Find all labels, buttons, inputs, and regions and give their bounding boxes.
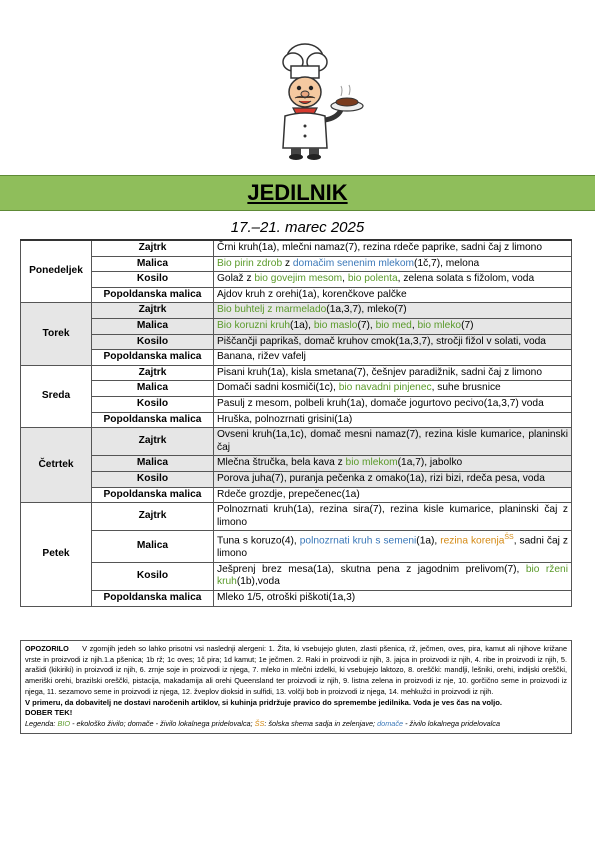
meal-description [214,562,572,590]
menu-row [21,287,572,303]
menu-row [21,334,572,350]
meal-type: Malica [92,318,214,334]
menu-row [21,428,572,456]
meal-text-part: (1č,7), melona [414,257,480,269]
menu-row [21,487,572,503]
meal-type: Zajtrk [92,303,214,319]
meal-text-part: (1b),voda [236,576,280,588]
meal-text-part: Golaž z [217,273,255,285]
meal-text-part: Črni kruh(1a), mlečni namaz(7), rezina rdeče paprike, sadni čaj z limono [217,242,543,253]
meal-type: Malica [92,456,214,472]
meal-type: Zajtrk [92,428,214,456]
meal-type: Malica [92,256,214,272]
meal-type: Kosilo [92,471,214,487]
meal-type: Popoldanska malica [92,487,214,503]
meal-type: Malica [92,381,214,397]
legend [25,719,567,730]
meal-text-part: Ješprenj brez mesa(1a), skutna pena z jagodnim prelivom(7), [217,563,526,575]
title-banner [0,175,595,211]
page-title: JEDILNIK [247,180,348,205]
menu-row [21,365,572,381]
meal-text-part: ŠS [504,534,514,542]
legend-ss: ŠS [254,718,265,728]
meal-text-part: (1a), [290,319,314,331]
meal-text-part: Ajdov kruh z orehi(1a), korenčkove palčke [217,288,407,300]
meal-type: Zajtrk [92,365,214,381]
meal-description [214,428,572,456]
meal-type: Kosilo [92,334,214,350]
meal-description [214,412,572,428]
meal-description [214,591,572,607]
meal-description [214,334,572,350]
allergen-text: V zgornjih jedeh so lahko prisotni vsi naslednji alergeni: 1. Žita, ki vsebujejo gluten, zlasti pšenica, rž, ječmen, oves, pira, kamut ali njihove križane vrste in proizvodi iz njih.1.a pšenica; 1b rž; 1c oves; 1č pira; 1d kamut; 1e ječmen. 2. Raki in proizvodi iz njih, 3. jajca in proizvodi iz njih, 4. ribe in proizvodi iz njih, 5. arašidi (kikiriki) in proizvodi iz njih, 6. zrnje soje in proizvodi iz njega, 7. mleko in mlečni izdelki, ki vsebujejo laktozo, 8. oreščki: mandlji, lešniki, orehi, indijski oreščki, ameriški orehi, brazilski oreščki, pistacija, makadamija ali orehi Queensland ter proizvodi iz njih, 9. listna zelena in proizvodi iz nje, 10. gorčično seme in proizvodi iz njega, 11. sezamovo seme in proizvodi iz njega, 12. žveplov dioksid in sulfidi, 13. volčji bob in proizvodi iz njega, 14. mehkužci in proizvodi iz njih. [25,644,567,696]
meal-description [214,303,572,319]
menu-row [21,350,572,366]
meal-description [214,272,572,288]
menu-row [21,412,572,428]
meal-text-part: Pasulj z mesom, polbeli kruh(1a), domače jogurtovo pecivo(1a,3,7) voda [217,397,544,409]
meal-text-part: domačim senenim mlekom [292,257,415,269]
menu-row [21,562,572,590]
chef-illustration [255,40,365,160]
meal-description [214,240,572,256]
warning-label: OPOZORILO [25,644,69,653]
menu-table [20,239,572,607]
meal-description [214,487,572,503]
menu-row [21,303,572,319]
meal-description [214,396,572,412]
meal-text-part: Bio koruzni kruh [217,319,291,331]
meal-text-part: Porova juha(7), puranja pečenka z omako(1a), rizi bizi, rdeča pesa, voda [217,472,545,484]
meal-type: Kosilo [92,562,214,590]
meal-text-part: Bio pirin zdrob [217,257,283,269]
meal-text-part: bio mlekom [345,457,398,469]
meal-text-part: bio med [375,319,412,331]
meal-type: Popoldanska malica [92,287,214,303]
menu-row [21,471,572,487]
meal-text-part: Domači sadni kosmiči(1c), [217,382,339,394]
meal-type: Zajtrk [92,503,214,531]
meal-text-part: , sadni čaj z limono [217,535,568,560]
meal-text-part: , [411,319,418,331]
legend-label: Legenda: [25,718,58,728]
meal-text-part: rezina korenja [440,535,505,547]
meal-text-part: , zelena solata s fižolom, voda [397,273,535,285]
meal-description [214,256,572,272]
meal-type: Zajtrk [92,240,214,256]
menu-row [21,256,572,272]
meal-text-part: bio polenta [347,273,398,285]
legend-bio: BIO [57,718,71,728]
date-range: 17.–21. marec 2025 [230,219,365,236]
meal-text-part: Polnozrnati kruh(1a), rezina sira(7), rezina kisle kumarice, planinski čaj z limono [217,504,568,528]
meal-text-part: Banana, rižev vafelj [217,351,306,363]
meal-text-part: bio maslo [313,319,358,331]
meal-description [214,318,572,334]
meal-text-part: Bio buhtelj z marmelado [217,304,327,316]
meal-type: Popoldanska malica [92,350,214,366]
meal-text-part: bio navadni pinjenec [338,382,432,394]
meal-text-part: (7) [461,319,474,331]
meal-description [214,381,572,397]
meal-description [214,287,572,303]
notes-box [20,640,572,734]
menu-row [21,503,572,531]
legend-ss-text: : šolska shema sadja in zelenjave; [264,718,378,728]
meal-text-part: (1a,7), jabolko [397,457,463,469]
meal-text-part: Tuna s koruzo(4), [217,535,300,547]
legend-domace: domače [377,718,404,728]
day-name: Torek [21,303,92,365]
meal-text-part: Ovseni kruh(1a,1c), domač mesni namaz(7), rezina kisle kumarice, planinski čaj [217,429,568,453]
meal-text-part: Hruška, polnozrnati grisini(1a) [217,413,353,425]
meal-text-part: Pisani kruh(1a), kisla smetana(7), češnjev paradižnik, sadni čaj z limono [217,366,543,378]
meal-text-part: (1a), [416,535,441,547]
meal-text-part: (7), [357,319,376,331]
menu-row [21,531,572,563]
meal-text-part: bio mleko [417,319,462,331]
day-name: Sreda [21,365,92,427]
menu-row [21,456,572,472]
meal-text-part: Mlečna štručka, bela kava z [217,457,346,469]
meal-description [214,471,572,487]
meal-description [214,531,572,563]
menu-row [21,272,572,288]
meal-type: Kosilo [92,396,214,412]
meal-type: Kosilo [92,272,214,288]
meal-text-part: Piščančji paprikaš, domač kruhov cmok(1a,3,7), stročji fižol v solati, voda [217,335,546,347]
meal-type: Popoldanska malica [92,591,214,607]
meal-description [214,503,572,531]
meal-text-part: bio govejim mesom [254,273,343,285]
menu-row [21,396,572,412]
legend-domace-text: - živilo lokalnega pridelovalca [403,718,500,728]
menu-row [21,240,572,256]
meal-description [214,350,572,366]
menu-row [21,381,572,397]
meal-text-part: Mleko 1/5, otroški piškoti(1a,3) [217,592,356,604]
meal-description [214,365,572,381]
day-name: Četrtek [21,428,92,503]
meal-text-part: (1a,3,7), mleko(7) [326,304,407,316]
meal-type: Malica [92,531,214,563]
day-name: Ponedeljek [21,240,92,303]
legend-bio-text: - ekološko živilo; domače - živilo lokalnega pridelovalca; [70,718,255,728]
menu-row [21,318,572,334]
meal-text-part: , [342,273,348,285]
meal-type: Popoldanska malica [92,412,214,428]
meal-text-part: , suhe brusnice [431,382,501,394]
meal-text-part: polnozrnati kruh s semeni [299,535,417,547]
allergen-notice [25,644,567,698]
closing-text: DOBER TEK! [25,708,73,718]
meal-text-part: Rdeče grozdje, prepečenec(1a) [217,488,360,500]
meal-description [214,456,572,472]
meal-text-part: z [282,257,293,269]
meal-text-part: bio rženi kruh [217,563,568,588]
supplier-warning: V primeru, da dobavitelj ne dostavi naročenih artiklov, si kuhinja pridržuje pravico do spremembe jedilnika. Voda je ves čas na voljo. [25,697,503,707]
menu-row [21,591,572,607]
day-name: Petek [21,503,92,607]
